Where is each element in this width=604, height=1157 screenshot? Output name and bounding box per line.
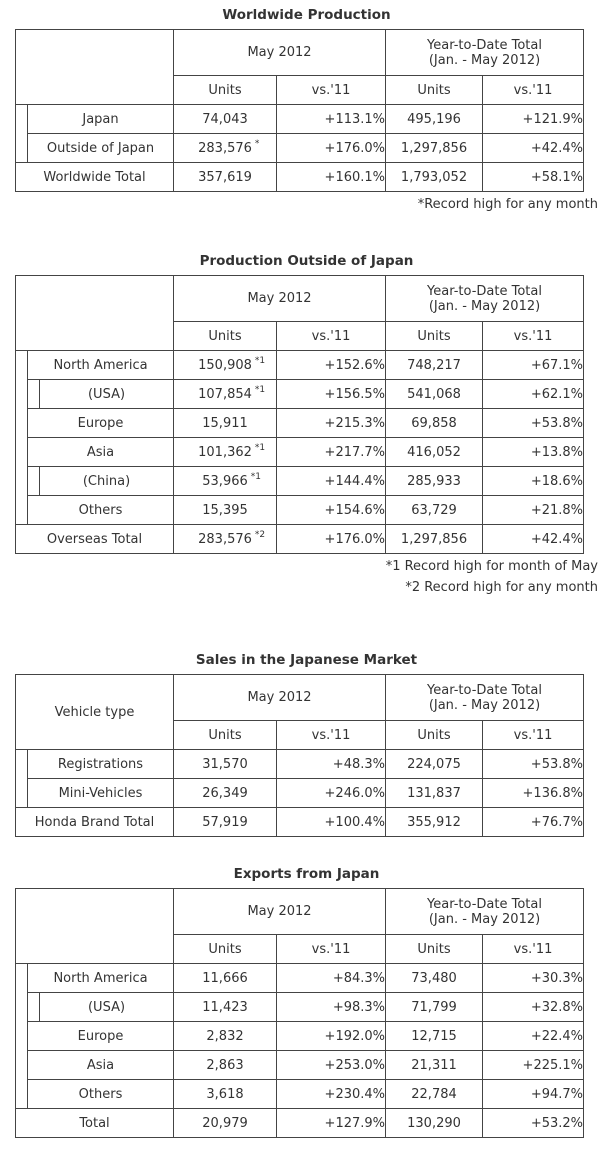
table-row [16, 467, 584, 496]
may-units-header: Units [174, 322, 277, 351]
ytd-header-line2: (Jan. - May 2012) [428, 298, 541, 314]
row-label: North America [28, 964, 174, 993]
row-label: Registrations [28, 750, 174, 779]
sub-indent-strip [28, 993, 40, 1022]
table-row [16, 993, 584, 1022]
table-row [16, 1109, 584, 1138]
indent-strip [16, 964, 28, 1109]
units-value: 495,196 [407, 111, 461, 127]
units-value: 53,966 [202, 473, 248, 489]
units-value-wrap [202, 971, 248, 986]
indent-strip [16, 351, 28, 525]
sub-indent-strip [28, 380, 40, 409]
units-value: 71,799 [411, 999, 457, 1015]
may-units-cell [174, 380, 277, 409]
table-row [16, 1080, 584, 1109]
ytd-header-line2: (Jan. - May 2012) [428, 911, 541, 927]
units-value-wrap [407, 445, 461, 460]
table-row [16, 409, 584, 438]
ytd-vs11-cell: +32.8% [483, 993, 584, 1022]
may-units-cell [174, 163, 277, 192]
ytd-units-cell [386, 105, 483, 134]
footnote: *2 Record high for any month [405, 580, 598, 595]
row-label: Others [28, 496, 174, 525]
table-row [16, 964, 584, 993]
units-value-wrap [411, 971, 457, 986]
may-units-cell [174, 993, 277, 1022]
units-value-wrap [407, 112, 461, 127]
record-high-marker: * [254, 138, 260, 149]
units-value: 3,618 [206, 1086, 244, 1102]
ytd-vs11-cell: +94.7% [483, 1080, 584, 1109]
may-units-cell [174, 1109, 277, 1138]
ytd-units-header: Units [386, 322, 483, 351]
units-value-wrap [202, 503, 248, 518]
may-vs11-header: vs.'11 [277, 935, 386, 964]
may-units-cell [174, 409, 277, 438]
units-value: 26,349 [202, 785, 248, 801]
ytd-vs11-cell: +30.3% [483, 964, 584, 993]
record-high-marker: *2 [254, 529, 266, 540]
may-vs11-cell: +156.5% [277, 380, 386, 409]
units-value: 541,068 [407, 386, 461, 402]
ytd-vs11-cell: +225.1% [483, 1051, 584, 1080]
ytd-units-cell [386, 779, 483, 808]
ytd-column-header [386, 675, 584, 721]
ytd-units-cell [386, 808, 483, 837]
ytd-vs11-header: vs.'11 [483, 935, 584, 964]
ytd-header-line1: Year-to-Date Total [427, 682, 542, 698]
section-worldwide-production [15, 8, 598, 213]
may-2012-column-header: May 2012 [174, 276, 386, 322]
may-vs11-cell: +127.9% [277, 1109, 386, 1138]
section-title: Production Outside of Japan [199, 253, 414, 269]
ytd-vs11-cell: +62.1% [483, 380, 584, 409]
units-value-wrap [407, 358, 461, 373]
units-value-wrap [411, 1058, 457, 1073]
may-vs11-cell: +98.3% [277, 993, 386, 1022]
units-value-wrap [202, 786, 248, 801]
units-value-wrap [202, 1116, 248, 1131]
ytd-units-cell [386, 496, 483, 525]
may-vs11-cell: +48.3% [277, 750, 386, 779]
may-units-cell [174, 1051, 277, 1080]
footnote: *Record high for any month [417, 197, 598, 212]
may-vs11-cell: +100.4% [277, 808, 386, 837]
units-value-wrap [411, 1000, 457, 1015]
may-vs11-cell: +215.3% [277, 409, 386, 438]
units-value-wrap [407, 786, 461, 801]
section-production-outside-of-japan [15, 254, 598, 596]
units-value: 15,395 [202, 502, 248, 518]
ytd-vs11-header: vs.'11 [483, 76, 584, 105]
units-value-wrap [401, 170, 467, 185]
ytd-units-cell [386, 409, 483, 438]
units-value: 11,666 [202, 970, 248, 986]
ytd-vs11-cell: +21.8% [483, 496, 584, 525]
ytd-units-cell [386, 750, 483, 779]
ytd-vs11-cell: +13.8% [483, 438, 584, 467]
row-label: Japan [28, 105, 174, 134]
ytd-units-cell [386, 993, 483, 1022]
ytd-units-cell [386, 1109, 483, 1138]
may-vs11-header: vs.'11 [277, 322, 386, 351]
units-value-wrap [198, 355, 266, 373]
ytd-vs11-cell: +53.8% [483, 409, 584, 438]
corner-cell: Vehicle type [16, 675, 174, 750]
may-units-cell [174, 496, 277, 525]
may-units-header: Units [174, 76, 277, 105]
units-value: 20,979 [202, 1115, 248, 1131]
units-value: 130,290 [407, 1115, 461, 1131]
corner-cell [16, 276, 174, 351]
units-value: 63,729 [411, 502, 457, 518]
may-units-cell [174, 134, 277, 163]
units-value: 73,480 [411, 970, 457, 986]
units-value: 1,793,052 [400, 169, 468, 185]
table-row [16, 750, 584, 779]
units-value: 2,832 [206, 1028, 244, 1044]
record-high-marker: *1 [254, 384, 266, 395]
units-value-wrap [198, 442, 266, 460]
ytd-column-header [386, 276, 584, 322]
table-row [16, 1022, 584, 1051]
table-row [16, 496, 584, 525]
may-vs11-header: vs.'11 [277, 721, 386, 750]
ytd-units-cell [386, 1080, 483, 1109]
row-label: (China) [40, 467, 174, 496]
page [0, 8, 604, 1157]
may-vs11-cell: +144.4% [277, 467, 386, 496]
units-value: 107,854 [198, 386, 252, 402]
row-label: Others [28, 1080, 174, 1109]
table-row [16, 380, 584, 409]
header-row-groups [16, 675, 584, 721]
units-value-wrap [198, 384, 266, 402]
ytd-units-cell [386, 438, 483, 467]
may-vs11-cell: +253.0% [277, 1051, 386, 1080]
units-value: 150,908 [198, 357, 252, 373]
row-label: Total [16, 1109, 174, 1138]
section-title: Worldwide Production [222, 7, 391, 23]
units-value: 22,784 [411, 1086, 457, 1102]
may-vs11-cell: +160.1% [277, 163, 386, 192]
header-row-groups [16, 30, 584, 76]
ytd-vs11-header: vs.'11 [483, 322, 584, 351]
indent-strip [16, 750, 28, 808]
units-value: 748,217 [407, 357, 461, 373]
units-value-wrap [206, 1029, 243, 1044]
table-row [16, 808, 584, 837]
may-units-cell [174, 351, 277, 380]
row-label: Asia [28, 438, 174, 467]
units-value-wrap [206, 1058, 243, 1073]
indent-strip [16, 105, 28, 163]
units-value-wrap [198, 170, 252, 185]
ytd-units-cell [386, 1051, 483, 1080]
may-units-cell [174, 1080, 277, 1109]
record-high-marker: *1 [250, 471, 261, 482]
ytd-column-header [386, 889, 584, 935]
may-vs11-cell: +176.0% [277, 525, 386, 554]
units-value-wrap [407, 1116, 461, 1131]
section-sales-in-the-japanese-market [15, 653, 598, 837]
header-row-groups [16, 889, 584, 935]
units-value-wrap [202, 471, 261, 489]
may-vs11-header: vs.'11 [277, 76, 386, 105]
units-value: 285,933 [407, 473, 461, 489]
units-value: 11,423 [202, 999, 248, 1015]
ytd-vs11-cell: +136.8% [483, 779, 584, 808]
table-row [16, 525, 584, 554]
ytd-column-header [386, 30, 584, 76]
ytd-vs11-cell: +22.4% [483, 1022, 584, 1051]
units-value: 355,912 [407, 814, 461, 830]
ytd-units-header: Units [386, 76, 483, 105]
table-row [16, 438, 584, 467]
units-value-wrap [202, 1000, 248, 1015]
units-value-wrap [401, 532, 467, 547]
row-label: Honda Brand Total [16, 808, 174, 837]
ytd-units-header: Units [386, 935, 483, 964]
row-label: Mini-Vehicles [28, 779, 174, 808]
units-value-wrap [411, 1087, 457, 1102]
units-value-wrap [202, 112, 248, 127]
ytd-vs11-cell: +53.8% [483, 750, 584, 779]
units-value: 131,837 [407, 785, 461, 801]
may-units-cell [174, 779, 277, 808]
ytd-vs11-cell: +58.1% [483, 163, 584, 192]
may-vs11-cell: +192.0% [277, 1022, 386, 1051]
ytd-units-cell [386, 134, 483, 163]
ytd-units-cell [386, 163, 483, 192]
units-value: 15,911 [202, 415, 248, 431]
row-label: Europe [28, 1022, 174, 1051]
may-vs11-cell: +154.6% [277, 496, 386, 525]
units-value-wrap [198, 138, 260, 156]
units-value: 101,362 [198, 444, 252, 460]
ytd-vs11-cell: +76.7% [483, 808, 584, 837]
may-vs11-cell: +246.0% [277, 779, 386, 808]
may-2012-column-header: May 2012 [174, 675, 386, 721]
section-title: Sales in the Japanese Market [195, 652, 418, 668]
section-title: Exports from Japan [233, 866, 380, 882]
units-value: 57,919 [202, 814, 248, 830]
may-units-cell [174, 525, 277, 554]
ytd-header-line2: (Jan. - May 2012) [428, 52, 541, 68]
may-vs11-cell: +113.1% [277, 105, 386, 134]
table-row [16, 779, 584, 808]
corner-cell [16, 889, 174, 964]
units-value-wrap [206, 1087, 243, 1102]
units-value-wrap [411, 1029, 457, 1044]
units-value-wrap [407, 474, 461, 489]
units-value-wrap [411, 416, 457, 431]
ytd-vs11-header: vs.'11 [483, 721, 584, 750]
units-value: 283,576 [198, 531, 252, 547]
may-units-cell [174, 467, 277, 496]
ytd-header-line1: Year-to-Date Total [427, 37, 542, 53]
units-value-wrap [202, 757, 248, 772]
may-vs11-cell: +152.6% [277, 351, 386, 380]
ytd-units-cell [386, 1022, 483, 1051]
units-value: 283,576 [198, 140, 252, 156]
sub-indent-strip [28, 467, 40, 496]
units-value: 1,297,856 [400, 531, 468, 547]
row-label: Europe [28, 409, 174, 438]
units-value-wrap [407, 387, 461, 402]
row-label: Asia [28, 1051, 174, 1080]
may-vs11-cell: +217.7% [277, 438, 386, 467]
production-outside-of-japan-table [15, 275, 584, 554]
ytd-vs11-cell: +42.4% [483, 525, 584, 554]
units-value-wrap [202, 815, 248, 830]
ytd-vs11-cell: +18.6% [483, 467, 584, 496]
table-row [16, 105, 584, 134]
units-value: 1,297,856 [400, 140, 468, 156]
ytd-vs11-cell: +67.1% [483, 351, 584, 380]
section-exports-from-japan [15, 867, 598, 1138]
may-vs11-cell: +84.3% [277, 964, 386, 993]
record-high-marker: *1 [254, 442, 266, 453]
worldwide-production-table [15, 29, 584, 192]
row-label: North America [28, 351, 174, 380]
units-value-wrap [407, 757, 461, 772]
units-value: 74,043 [202, 111, 248, 127]
units-value: 69,858 [411, 415, 457, 431]
row-label: Outside of Japan [28, 134, 174, 163]
ytd-vs11-cell: +121.9% [483, 105, 584, 134]
may-units-cell [174, 808, 277, 837]
ytd-units-cell [386, 351, 483, 380]
ytd-header-line1: Year-to-Date Total [427, 283, 542, 299]
ytd-units-cell [386, 525, 483, 554]
may-vs11-cell: +176.0% [277, 134, 386, 163]
may-2012-column-header: May 2012 [174, 889, 386, 935]
ytd-vs11-cell: +53.2% [483, 1109, 584, 1138]
row-label: Worldwide Total [16, 163, 174, 192]
may-units-cell [174, 105, 277, 134]
units-value-wrap [202, 416, 248, 431]
units-value: 224,075 [407, 756, 461, 772]
units-value: 357,619 [198, 169, 252, 185]
units-value-wrap [411, 503, 457, 518]
may-units-cell [174, 1022, 277, 1051]
ytd-header-line1: Year-to-Date Total [427, 896, 542, 912]
row-label: Overseas Total [16, 525, 174, 554]
ytd-units-cell [386, 964, 483, 993]
units-value-wrap [401, 141, 467, 156]
row-label: (USA) [40, 993, 174, 1022]
record-high-marker: *1 [254, 355, 266, 366]
row-label: (USA) [40, 380, 174, 409]
units-value: 31,570 [202, 756, 248, 772]
ytd-units-header: Units [386, 721, 483, 750]
units-value: 2,863 [206, 1057, 244, 1073]
units-value-wrap [407, 815, 461, 830]
may-units-cell [174, 438, 277, 467]
units-value: 21,311 [411, 1057, 457, 1073]
may-units-header: Units [174, 721, 277, 750]
may-units-cell [174, 750, 277, 779]
may-units-cell [174, 964, 277, 993]
may-vs11-cell: +230.4% [277, 1080, 386, 1109]
corner-cell [16, 30, 174, 105]
ytd-header-line2: (Jan. - May 2012) [428, 697, 541, 713]
units-value-wrap [198, 529, 266, 547]
sales-in-the-japanese-market-table [15, 674, 584, 837]
ytd-units-cell [386, 467, 483, 496]
may-2012-column-header: May 2012 [174, 30, 386, 76]
ytd-units-cell [386, 380, 483, 409]
header-row-groups [16, 276, 584, 322]
report-content [0, 8, 604, 1138]
footnote: *1 Record high for month of May [385, 559, 598, 574]
exports-from-japan-table [15, 888, 584, 1138]
table-row [16, 351, 584, 380]
units-value: 416,052 [407, 444, 461, 460]
table-row [16, 134, 584, 163]
table-row [16, 1051, 584, 1080]
ytd-vs11-cell: +42.4% [483, 134, 584, 163]
may-units-header: Units [174, 935, 277, 964]
units-value: 12,715 [411, 1028, 457, 1044]
table-row [16, 163, 584, 192]
